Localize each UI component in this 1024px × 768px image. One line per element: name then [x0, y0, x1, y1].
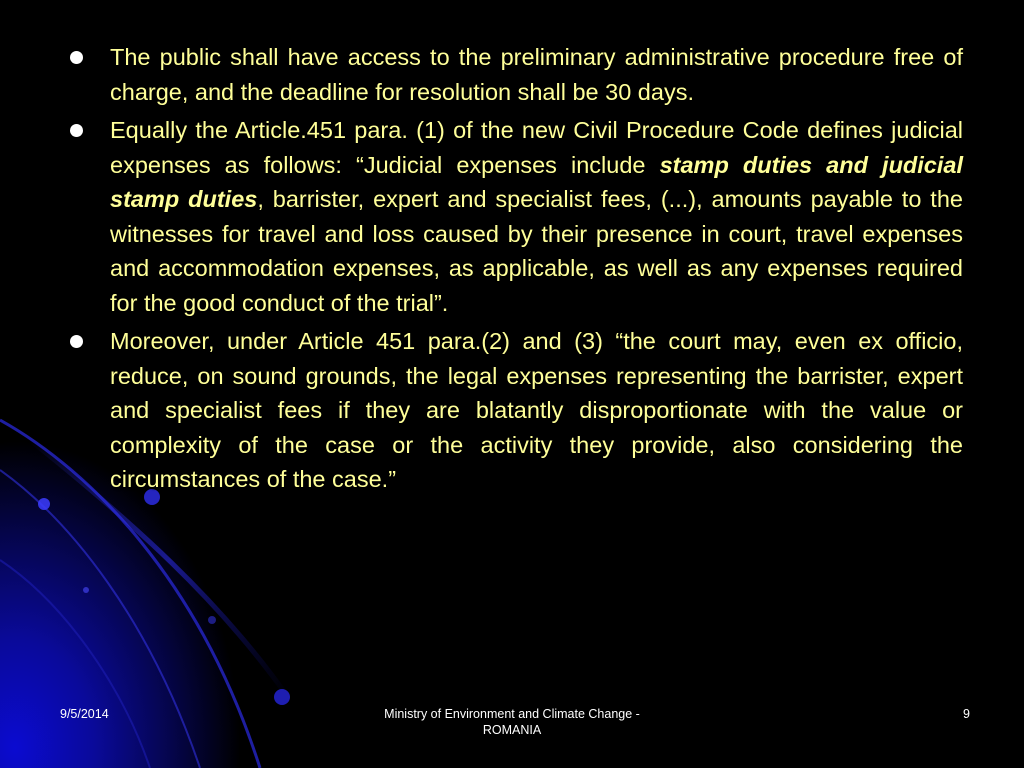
bullet-item: [70, 113, 963, 320]
bullet-dot-icon: [70, 335, 83, 348]
bullet-text-part: The public shall have access to the preliminary administrative procedure free of charge, and the deadline for resolution shall be 30 days.: [110, 44, 963, 105]
footer-organization: [362, 706, 662, 738]
bullet-text: [110, 113, 963, 320]
bullet-text-part: Equally the Article.451 para. (1) of the new Civil Procedure Code defines judicial expenses as follows: “Judicial expenses include: [110, 117, 963, 178]
blue-dot-1: [38, 498, 50, 510]
bullet-text-part: , barrister, expert and specialist fees, (...), amounts payable to the witnesses for travel and loss caused by their presence in court, travel expenses and accommodation expenses, as applicable, as well as any expenses required for the good conduct of the trial”.: [110, 186, 963, 316]
blue-dot-3: [274, 689, 290, 705]
bullet-dot-icon: [70, 124, 83, 137]
footer-organization-line2: ROMANIA: [482, 723, 542, 737]
footer-date: 9/5/2014: [60, 707, 109, 721]
bullet-item: [70, 40, 963, 109]
bullet-text-part: Moreover, under Article 451 para.(2) and (3) “the court may, even ex officio, reduce, on sound grounds, the legal expenses representing the barrister, expert and specialist fees if they are blatantly disproportionate with the value or complexity of the case or the activity they provide, also considering the circumstances of the case.”: [110, 328, 963, 492]
bullet-dot-icon: [70, 51, 83, 64]
bullet-text: [110, 324, 963, 497]
bullet-item: [70, 324, 963, 497]
blue-dot-5: [208, 616, 216, 624]
bullet-list: [70, 40, 963, 501]
bullet-text: [110, 40, 963, 109]
blue-dot-4: [83, 587, 89, 593]
footer-page-number: 9: [963, 707, 970, 721]
footer-organization-line1: Ministry of Environment and Climate Change -: [384, 707, 640, 721]
emphasized-text: stamp duties and judicial stamp duties: [110, 151, 964, 212]
